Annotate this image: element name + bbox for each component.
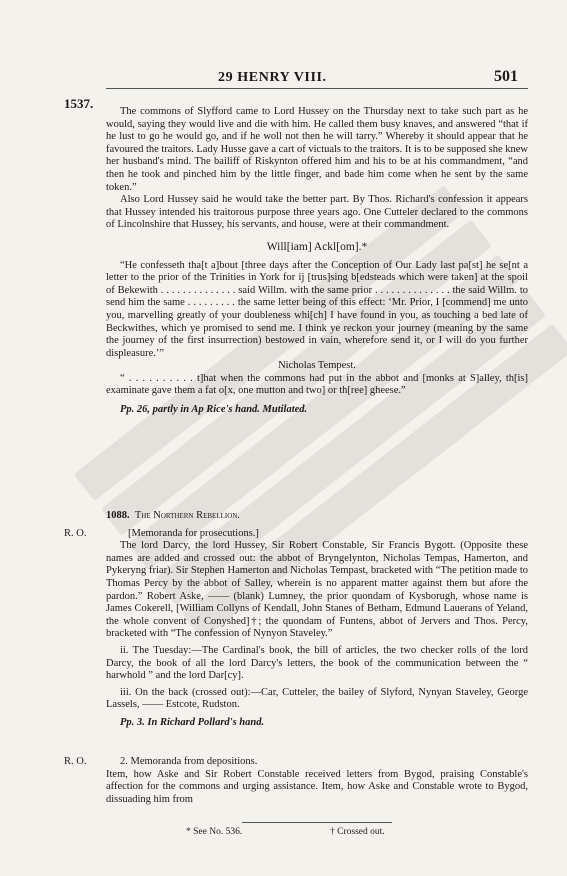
paragraph: ii. The Tuesday:—The Cardinal's book, the bill of articles, the two checker rolls of the lord Darcy, the book of all the lord Darcy's letters, the book of the communication between the “ harwhold ” and the lord Dar[cy].	[106, 644, 528, 682]
running-title: 29 HENRY VIII.	[218, 70, 327, 85]
footnote: † Crossed out.	[330, 827, 385, 837]
header-rule	[106, 88, 528, 89]
entry-heading	[106, 510, 528, 523]
margin-label: R. O.	[64, 528, 87, 539]
entry-number: 1088.	[106, 510, 130, 521]
entry-title: 2. Memoranda from depositions.	[120, 756, 258, 767]
entry-1088	[106, 510, 528, 730]
paragraph: Also Lord Hussey said he would take the better part. By Thos. Richard's confession it appears that Hussey intended his traitorous purpose three years ago. One Cutteler declared to the commons of Lincolnshire that Hussey, his servants, and house, were at their commandment.	[106, 194, 528, 231]
margin-label: R. O.	[64, 756, 87, 767]
entry-subtitle: [Memoranda for prosecutions.]	[128, 527, 259, 539]
signatory: Nicholas Tempest.	[278, 360, 356, 372]
source-note: Pp. 26, partly in Ap Rice's hand. Mutilated.	[120, 404, 308, 416]
footnote: * See No. 536.	[186, 827, 243, 837]
entry-2	[106, 756, 528, 806]
source-note: Pp. 3. In Richard Pollard's hand.	[120, 716, 265, 728]
running-head	[0, 64, 567, 84]
paragraph: Item, how Aske and Sir Robert Constable received letters from Bygod, praising Constable's affection for the commons and urging assistance. Item, how Aske and Constable wrote to Bygod, dissuading him from	[106, 768, 528, 805]
quoted-confession: “He confesseth tha[t a]bout [three days after the Conception of Our Lady last pa[st] he se[nt a letter to the prior of the Trinities in York for ij [trus]sing b[edsteads which were taken] at the spoil of Bekewith . . . . . . . . . . . . . . said Willm. with the same prior . . . . . . . . . . . . . . the said Willm. to send him the same . . . . . . . . . the same letter being of this effect: ‘Mr. Prior, I [commend] me unto you, marvelling greatly of your doubleness whi[ch] I have found in you, as touching a bed late of Beckwithes, which ye promised to send me. I think ye reckon your journey (meaning by the same the journey of the first insurrection) bestowed in vain, wherefore send it, or I will do you further displeasure.’”	[106, 259, 528, 359]
paragraph: The lord Darcy, the lord Hussey, Sir Robert Constable, Sir Francis Bygott. (Opposite these names are added and crossed out: the abbot of Bryngelynton, Nicholas Tempas, Hamerton, and Pykeryng friar). Sir Stephen Hamerton and Nicholas Tempast, bracketed with “The petition made to Thomas Percy by the abbot of Salley, wherein is no apparent matter against them but afore the pardon.” Robert Aske, —— (blank) Lumney, the prior quondam of Kysborugh, whose name is James Cokerell, [William Collyns of Kendall, John Stanes of Betham, Edmund Lauerans of Yeland, the whole convent of Conyshed]†; the quondam of Funtens, abbot of Jervers and Thos. Percy, bracketed with “The confession of Nynyon Staveley.”	[106, 540, 528, 640]
paragraph: iii. On the back (crossed out):—Car, Cutteler, the bailey of Slyford, Nynyan Staveley, George Lassels, —— Estcote, Rudston.	[106, 686, 528, 711]
footnote-rule	[242, 822, 392, 823]
section-heading: Will[iam] Ackl[om].*	[266, 240, 368, 253]
paragraph: The commons of Slyfford came to Lord Hussey on the Thursday next to take such part as he would, saying they would live and die with him. He called them busy knaves, and answered “that if he lust to go he would go, and if he woll not then he will tarry.” Whereby it should appear that he favoured the traitors. Lady Husse gave a cart of victuals to the traitors. It is to be supposed she knew her husband's mind. The bailiff of Riskynton offered him and his to be at his commandment, “and then he took and pinched him by the little finger, and bade him come when he sent by the same token.”	[106, 106, 528, 193]
section-1	[106, 106, 528, 417]
year-marker: 1537.	[64, 96, 94, 111]
quoted-confession: “ . . . . . . . . . . t]hat when the commons had put in the abbot and [monks at S]alley, th[is] examinate gave them a fat o[x, one mutton and two] or th[ree] gheese.”	[106, 372, 528, 397]
entry-title: The Northern Rebellion.	[134, 510, 240, 521]
page-number: 501	[494, 68, 518, 85]
